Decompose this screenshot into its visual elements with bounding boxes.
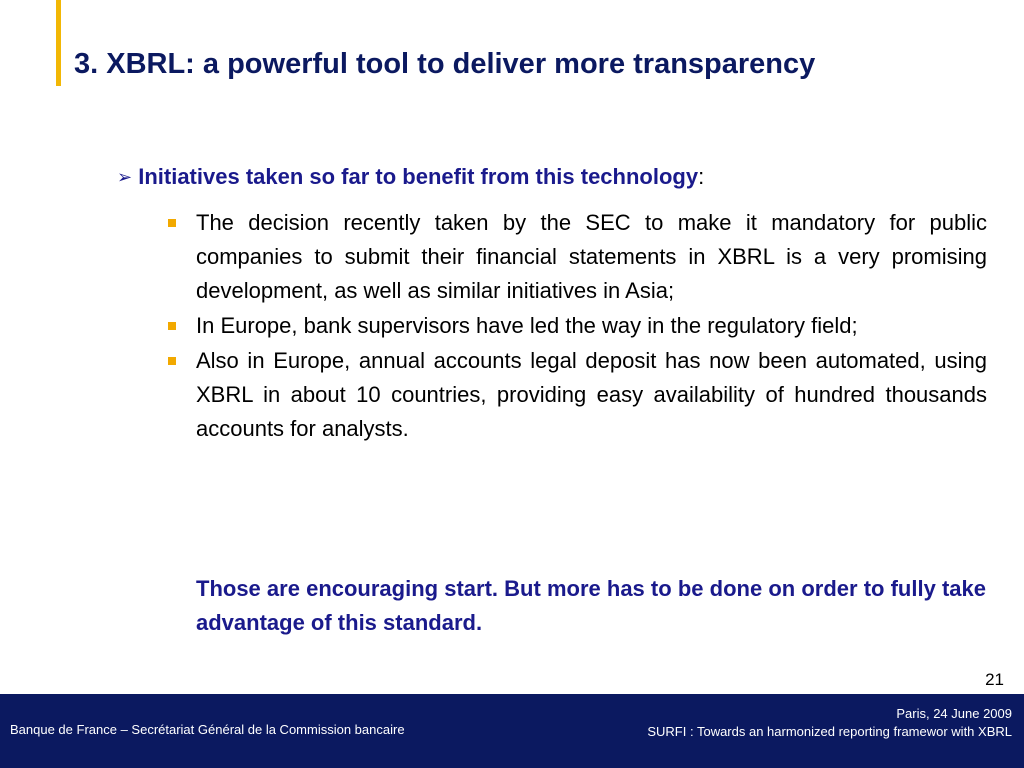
footer-presentation-title: SURFI : Towards an harmonized reporting framewor with XBRL	[647, 724, 1012, 739]
list-item	[165, 309, 987, 343]
list-item	[165, 206, 987, 308]
square-bullet-icon	[168, 322, 176, 330]
footer-event-info	[647, 705, 1012, 741]
section-heading-colon: :	[698, 164, 705, 189]
section-heading	[117, 164, 704, 190]
list-item-text: Also in Europe, annual accounts legal deposit has now been automated, using XBRL in about 10 countries, providing easy availability of hundred thousands accounts for analysts.	[196, 348, 987, 441]
list-item-text: The decision recently taken by the SEC to make it mandatory for public companies to submit their financial statements in XBRL is a very promising development, as well as similar initiatives in Asia;	[196, 210, 987, 303]
footer-bar	[0, 694, 1024, 768]
section-heading-text: Initiatives taken so far to benefit from this technology	[138, 164, 699, 189]
bullet-list	[165, 206, 987, 447]
list-item-text: In Europe, bank supervisors have led the way in the regulatory field;	[196, 313, 858, 338]
title-accent-bar	[56, 0, 61, 86]
footer-date: Paris, 24 June 2009	[896, 706, 1012, 721]
slide-title: 3. XBRL: a powerful tool to deliver more transparency	[74, 48, 816, 80]
footer-organization: Banque de France – Secrétariat Général de la Commission bancaire	[10, 722, 405, 737]
closing-statement: Those are encouraging start. But more has to be done on order to fully take advantage of this standard.	[196, 576, 986, 635]
square-bullet-icon	[168, 219, 176, 227]
page-number: 21	[985, 670, 1004, 689]
list-item	[165, 344, 987, 446]
arrowhead-bullet-icon: ➢	[117, 167, 133, 187]
square-bullet-icon	[168, 357, 176, 365]
